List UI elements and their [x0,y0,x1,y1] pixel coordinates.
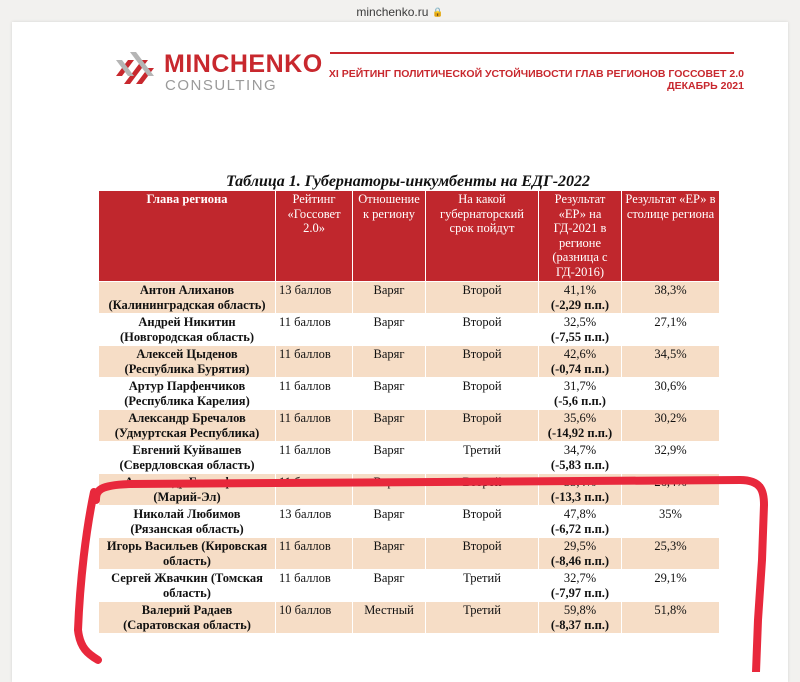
governor-name: Александр Бречалов (Удмуртская Республика) [99,410,276,442]
governor-name: Александр Евстифеев (Марий-Эл) [99,474,276,506]
governor-name: Валерий Радаев (Саратовская область) [99,602,276,634]
rating-cell: 13 баллов [276,506,353,538]
report-title-line2: ДЕКАБРЬ 2021 [667,80,744,92]
term-cell: Второй [426,378,539,410]
capital-result-cell: 29,1% [622,570,720,602]
rating-cell: 13 баллов [276,282,353,314]
result-value: 32,5% [563,315,597,329]
rating-cell: 10 баллов [276,602,353,634]
result-diff: (-6,72 п.п.) [550,521,610,536]
term-cell: Второй [426,282,539,314]
result-diff: (-7,97 п.п.) [550,585,610,600]
capital-result-cell: 25,3% [622,538,720,570]
capital-result-cell: 51,8% [622,602,720,634]
table-row [99,378,720,410]
table-body [99,282,720,634]
table-row [99,346,720,378]
brand-subtitle: CONSULTING [165,77,278,94]
result-diff: (-2,29 п.п.) [550,297,610,312]
table-row [99,538,720,570]
capital-result-cell: 34,5% [622,346,720,378]
result-cell [539,282,622,314]
brand-logo [114,46,324,98]
term-cell: Третий [426,442,539,474]
relation-cell: Варяг [353,282,426,314]
result-value: 34,7% [563,443,597,457]
term-cell: Второй [426,538,539,570]
result-value: 32,7% [563,571,597,585]
report-title-line1: XI РЕЙТИНГ ПОЛИТИЧЕСКОЙ УСТОЙЧИВОСТИ ГЛАВ РЕГИОНОВ ГОССОВЕТ 2.0 [328,68,744,80]
relation-cell: Варяг [353,474,426,506]
rating-cell: 11 баллов [276,538,353,570]
result-cell [539,378,622,410]
result-cell [539,538,622,570]
capital-result-cell: 30,2% [622,410,720,442]
governor-name: Евгений Куйвашев (Свердловская область) [99,442,276,474]
term-cell: Второй [426,314,539,346]
relation-cell: Варяг [353,506,426,538]
column-header-name: Глава региона [99,191,276,282]
result-diff: (-8,46 п.п.) [550,553,610,568]
column-header-rating: Рейтинг «Госсовет 2.0» [276,191,353,282]
table-caption: Таблица 1. Губернаторы-инкумбенты на ЕДГ-2022 [225,173,591,190]
result-cell [539,346,622,378]
result-value: 42,6% [563,347,597,361]
result-cell [539,602,622,634]
governor-name: Антон Алиханов (Калининградская область) [99,282,276,314]
rating-cell: 11 баллов [276,378,353,410]
table-row [99,506,720,538]
result-cell [539,442,622,474]
result-cell [539,314,622,346]
governor-name: Артур Парфенчиков (Республика Карелия) [99,378,276,410]
relation-cell: Варяг [353,538,426,570]
result-value: 59,8% [563,603,597,617]
governor-name: Игорь Васильев (Кировская область) [99,538,276,570]
lock-icon: 🔒 [432,6,444,17]
result-diff: (-8,37 п.п.) [550,617,610,632]
relation-cell: Местный [353,602,426,634]
rating-cell: 11 баллов [276,410,353,442]
result-cell [539,474,622,506]
column-header-term: На какой губернаторский срок пойдут [426,191,539,282]
relation-cell: Варяг [353,314,426,346]
relation-cell: Варяг [353,346,426,378]
capital-result-cell: 35% [622,506,720,538]
url-text: minchenko.ru [356,5,429,19]
governor-name: Николай Любимов (Рязанская область) [99,506,276,538]
relation-cell: Варяг [353,378,426,410]
result-diff: (-7,55 п.п.) [550,329,610,344]
result-value: 35,6% [563,411,597,425]
capital-result-cell: 38,3% [622,282,720,314]
term-cell: Второй [426,474,539,506]
relation-cell: Варяг [353,410,426,442]
result-value: 33,4% [563,475,597,489]
capital-result-cell: 30,6% [622,378,720,410]
result-diff: (-14,92 п.п.) [547,425,613,440]
term-cell: Второй [426,506,539,538]
table-header-row [99,191,720,282]
governor-name: Сергей Жвачкин (Томская область) [99,570,276,602]
table-row [99,474,720,506]
result-value: 29,5% [563,539,597,553]
column-header-capital: Результат «ЕР» в столице региона [622,191,720,282]
header-divider [330,52,734,54]
result-cell [539,506,622,538]
rating-cell: 11 баллов [276,442,353,474]
brand-name: MINCHENKO [164,50,323,78]
result-diff: (-5,6 п.п.) [554,393,606,408]
table-row [99,570,720,602]
result-diff: (-5,83 п.п.) [550,457,610,472]
capital-result-cell: 27,1% [622,314,720,346]
result-diff: (-0,74 п.п.) [550,361,610,376]
governor-name: Алексей Цыденов (Республика Бурятия) [99,346,276,378]
term-cell: Третий [426,570,539,602]
result-diff: (-13,3 п.п.) [550,489,610,504]
capital-result-cell: 32,9% [622,442,720,474]
term-cell: Второй [426,410,539,442]
rating-cell: 11 баллов [276,314,353,346]
minchenko-logo-icon [114,46,158,90]
result-cell [539,410,622,442]
table-row [99,602,720,634]
capital-result-cell: 26,4% [622,474,720,506]
term-cell: Второй [426,346,539,378]
result-value: 41,1% [563,283,597,297]
term-cell: Третий [426,602,539,634]
table-row [99,282,720,314]
address-bar[interactable] [0,0,800,24]
rating-cell: 11 баллов [276,346,353,378]
relation-cell: Варяг [353,442,426,474]
result-value: 47,8% [563,507,597,521]
table-row [99,442,720,474]
result-cell [539,570,622,602]
report-title [329,68,744,92]
governor-name: Андрей Никитин (Новгородская область) [99,314,276,346]
rating-cell: 11 баллов [276,474,353,506]
table-row [99,410,720,442]
governors-table [98,190,720,634]
table-row [99,314,720,346]
rating-cell: 11 баллов [276,570,353,602]
column-header-relation: Отношение к региону [353,191,426,282]
relation-cell: Варяг [353,570,426,602]
result-value: 31,7% [563,379,597,393]
column-header-result: Результат «ЕР» на ГД-2021 в регионе (разница с ГД-2016) [539,191,622,282]
